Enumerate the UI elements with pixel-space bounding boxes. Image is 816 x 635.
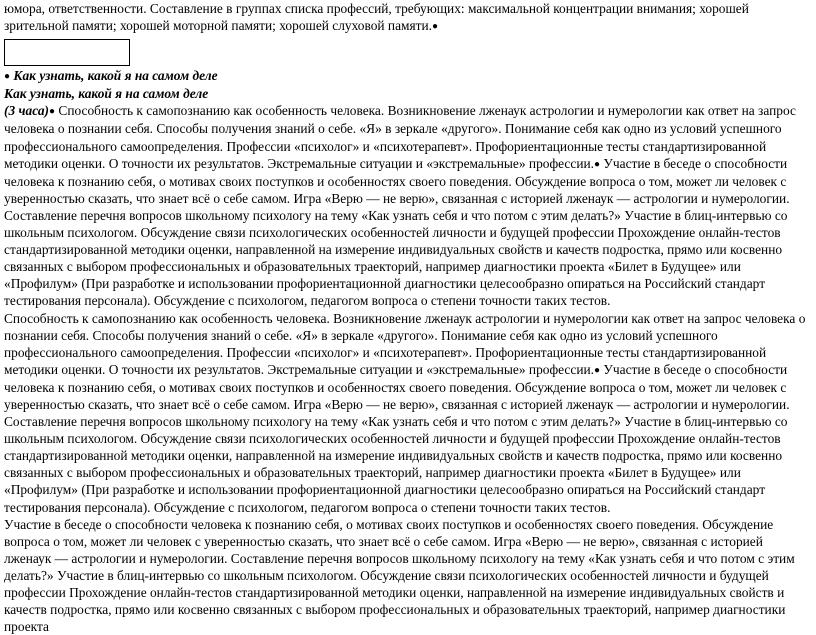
section-heading-1 bbox=[4, 67, 812, 85]
paragraph-1-text-a: Способность к самопознанию как особенность человека. Возникновение лженаук астрологии и нумерологии как ответ на запрос человека о познании себя. Способы получения знаний о себе. «Я» в зеркале «другого». Понимание себя как одно из условий успешного профессионального самоопределения. Профессии «психолог» и «психотерапевт». Профориентационные тесты стандартизированной методики оценки. О точности их результатов. Экстремальные ситуации и «экстремальные» профессии. bbox=[4, 103, 796, 171]
paragraph-1 bbox=[4, 102, 812, 309]
paragraph-2-text-a: Способность к самопознанию как особенность человека. Возникновение лженаук астрологии и нумерологии как ответ на запрос человека о познании себя. Способы получения знаний о себе. «Я» в зеркале «другого». Понимание себя как одно из условий успешного профессионального самоопределения. Профессии «психолог» и «психотерапевт». Профориентационные тесты стандартизированной методики оценки. О точности их результатов. Экстремальные ситуации и «экстремальные» профессии. bbox=[4, 310, 806, 377]
bullet-icon: ● bbox=[594, 364, 601, 376]
paragraph-2-text-b: Участие в беседе о способности человека к познанию себя, о мотивах своих поступков и особенностях своего поведения. Обсуждение вопроса о том, может ли человек с уверенностью сказать, что знает всё о себе самом. Игра «Верю — не верю», связанная с историей лженаук — астрологии и нумерологии. Составление перечня вопросов школьному психологу на тему «Как узнать себя и что потом с этим делать?» Участие в блиц-интервью со школьным психологом. Обсуждение связи психологических особенностей личности и будущей профессии Прохождение онлайн-тестов стандартизированной методики оценки, направленной на измерение индивидуальных свойств и качеств подростка, прямо или косвенно связанных с выбором профессиональных и образовательных траекторий, например диагностики проекта «Билет в Будущее» или «Профилум» (При разработке и использовании профориентационной диагностики целесообразно опираться на Российский стандарт тестирования персонала). Обсуждение с психологом, педагогом вопроса о степени точности таких тестов. bbox=[4, 361, 790, 515]
intro-paragraph bbox=[4, 0, 812, 35]
bullet-icon: ● bbox=[594, 158, 601, 170]
section-heading-2: Как узнать, какой я на самом деле bbox=[4, 86, 209, 102]
section-heading-1-text: Как узнать, какой я на самом деле bbox=[13, 68, 218, 84]
intro-text: юмора, ответственности. Составление в группах списка профессий, требующих: максимальной концентрации внимания; хорошей зрительной памяти; хорошей моторной памяти; хорошей слуховой памяти. bbox=[4, 1, 749, 34]
empty-frame-box bbox=[4, 39, 130, 66]
paragraph-1-text-b: Участие в беседе о способности человека к познанию себя, о мотивах своих поступков и особенностях своего поведения. Обсуждение вопроса о том, может ли человек с уверенностью сказать, что знает всё о себе самом. Игра «Верю — не верю», связанная с историей лженаук — астрологии и нумерологии. Составление перечня вопросов школьному психологу на тему «Как узнать себя и что потом с этим делать?» Участие в блиц-интервью со школьным психологом. Обсуждение связи психологических особенностей личности и будущей профессии Прохождение онлайн-тестов стандартизированной методики оценки, направленной на измерение индивидуальных свойств и качеств подростка, прямо или косвенно связанных с выбором профессиональных и образовательных траекторий, например диагностики проекта «Билет в Будущее» или «Профилум» (При разработке и использовании профориентационной диагностики целесообразно опираться на Российский стандарт тестирования персонала). Обсуждение с психологом, педагогом вопроса о степени точности таких тестов. bbox=[4, 155, 790, 309]
bullet-icon: ● bbox=[432, 21, 439, 33]
paragraph-3: Участие в беседе о способности человека к познанию себя, о мотивах своих поступков и особенностях своего поведения. Обсуждение вопроса о том, может ли человек с уверенностью сказать, что знает всё о себе самом. Игра «Верю — не верю», связанная с историей лженаук — астрологии и нумерологии. Составление перечня вопросов школьному психологу на тему «Как узнать себя и что потом с этим делать?» Участие в блиц-интервью со школьным психологом. Обсуждение связи психологических особенностей личности и будущей профессии Прохождение онлайн-тестов стандартизированной методики оценки, направленной на измерение индивидуальных свойств и качеств подростка, прямо или косвенно связанных с выбором профессиональных и образовательных траекторий, например диагностики проекта bbox=[4, 516, 795, 635]
hours-label: (3 часа) bbox=[4, 103, 49, 119]
paragraph-2 bbox=[4, 310, 812, 516]
bullet-icon: ● bbox=[48, 106, 56, 118]
bullet-icon: ● bbox=[4, 71, 11, 83]
